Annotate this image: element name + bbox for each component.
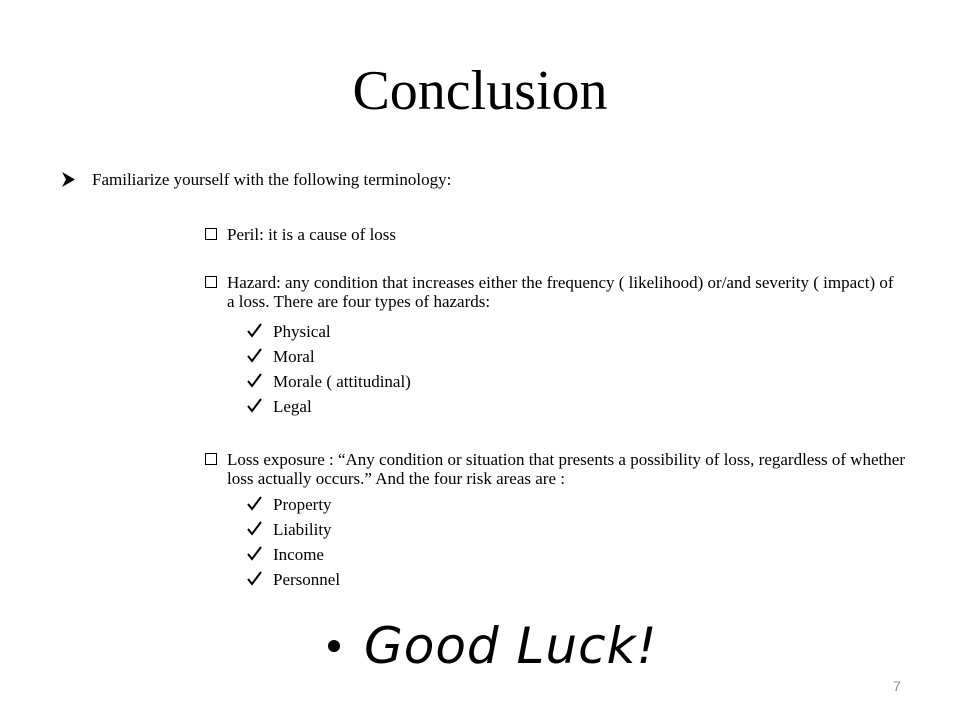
checkmark-icon (247, 496, 262, 511)
loss-exposure-text: Loss exposure : “Any condition or situation that presents a possibility of loss, regardless of whether loss actually occurs.” And the four risk areas are : (227, 450, 905, 488)
hazard-type-label: Morale ( attitudinal) (273, 372, 411, 391)
checkmark-icon (247, 398, 262, 413)
checkmark-icon (247, 323, 262, 338)
hazard-type-label: Moral (273, 347, 315, 366)
hazard-type-label: Physical (273, 322, 331, 341)
page-number: 7 (893, 678, 901, 694)
checkmark-icon (247, 373, 262, 388)
closing-bullet (328, 610, 658, 682)
square-bullet-icon (205, 453, 217, 465)
intro-text: Familiarize yourself with the following terminology: (92, 170, 452, 189)
peril-item (205, 225, 905, 244)
square-bullet-icon (205, 228, 217, 240)
loss-exposure-item (205, 450, 905, 488)
risk-area-label: Liability (273, 520, 332, 539)
checkmark-icon (247, 521, 262, 536)
slide-title: Conclusion (352, 60, 608, 122)
hazard-item (205, 273, 905, 311)
arrow-bullet-icon (62, 172, 75, 187)
checkmark-icon (247, 571, 262, 586)
risk-area-label: Personnel (273, 570, 341, 589)
checkmark-icon (247, 348, 262, 363)
dot-bullet-icon (328, 640, 340, 652)
closing-text: Good Luck! (364, 617, 658, 675)
risk-area-label: Property (273, 495, 332, 514)
intro-bullet (62, 168, 902, 192)
peril-text: Peril: it is a cause of loss (227, 225, 397, 244)
hazard-type-label: Legal (273, 397, 312, 416)
square-bullet-icon (205, 276, 217, 288)
hazard-text: Hazard: any condition that increases either the frequency ( likelihood) or/and severity ( impact) of a loss. There are four types of hazards: (227, 273, 894, 311)
risk-area-label: Income (273, 545, 324, 564)
checkmark-icon (247, 546, 262, 561)
